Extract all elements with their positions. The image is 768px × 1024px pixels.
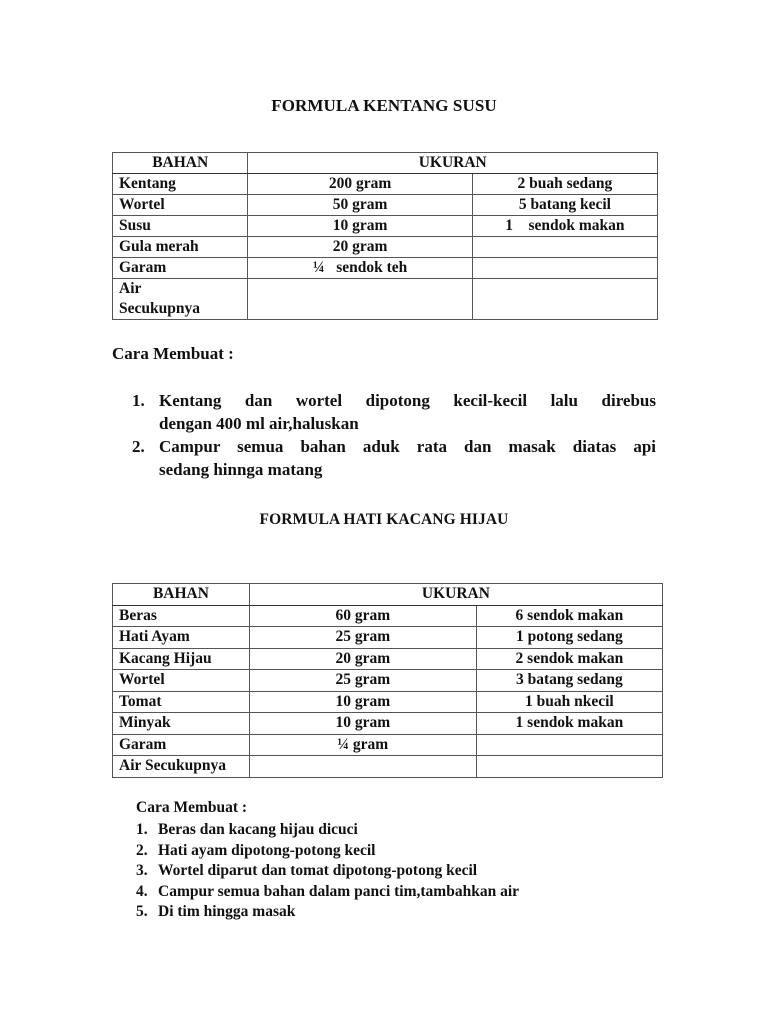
- list-item: [136, 902, 519, 923]
- cell-takaran: [472, 237, 657, 258]
- cell-takaran: [476, 734, 662, 756]
- formula2-ingredients-table: [112, 583, 663, 778]
- list-item: [136, 841, 519, 862]
- header-bahan: BAHAN: [113, 584, 250, 606]
- cell-gram: 25 gram: [249, 627, 476, 649]
- step-number: 1.: [132, 391, 145, 410]
- cell-bahan: Beras: [113, 605, 250, 627]
- list-item: [132, 435, 656, 481]
- cell-bahan: Garam: [113, 734, 250, 756]
- step-number: 5.: [136, 903, 148, 921]
- list-item: [132, 389, 656, 435]
- cell-takaran: 1 buah nkecil: [476, 691, 662, 713]
- table-row: [113, 279, 658, 320]
- header-ukuran: UKURAN: [249, 584, 662, 606]
- formula2-cara-membuat-label: Cara Membuat :: [136, 799, 248, 816]
- cell-gram: 20 gram: [248, 237, 472, 258]
- cell-gram: [248, 279, 472, 320]
- formula2-steps: [136, 820, 519, 923]
- cell-gram: 200 gram: [248, 174, 472, 195]
- formula1-ingredients-table: [112, 152, 658, 320]
- cell-gram: 25 gram: [249, 670, 476, 692]
- table-row: [113, 195, 658, 216]
- cell-takaran: 1 potong sedang: [476, 627, 662, 649]
- table-row: [113, 691, 663, 713]
- header-bahan: BAHAN: [113, 153, 248, 174]
- cell-takaran: 1 sendok makan: [472, 216, 657, 237]
- cell-bahan: [113, 279, 248, 320]
- step-text: Di tim hingga masak: [158, 903, 296, 921]
- cell-bahan: Minyak: [113, 713, 250, 735]
- step-text: Beras dan kacang hijau dicuci: [158, 821, 358, 838]
- cell-gram: 10 gram: [248, 216, 472, 237]
- table-row: [113, 216, 658, 237]
- step-line1: Kentang dan wortel dipotong kecil-kecil lalu direbus: [159, 391, 656, 410]
- cell-bahan: Garam: [113, 258, 248, 279]
- cell-takaran: 2 buah sedang: [472, 174, 657, 195]
- list-item: [136, 820, 519, 841]
- cell-gram: ¼ gram: [249, 734, 476, 756]
- step-text: Hati ayam dipotong-potong kecil: [158, 841, 376, 859]
- cell-bahan: Susu: [113, 216, 248, 237]
- cell-bahan: Wortel: [113, 195, 248, 216]
- table-row: [113, 174, 658, 195]
- cell-gram: 10 gram: [249, 713, 476, 735]
- formula1-steps: [132, 389, 656, 481]
- table-row: [113, 627, 663, 649]
- cell-bahan: Hati Ayam: [113, 627, 250, 649]
- cell-gram: 20 gram: [249, 648, 476, 670]
- formula1-cara-membuat-label: Cara Membuat :: [112, 344, 234, 363]
- step-number: 1.: [136, 821, 148, 838]
- formula2-title: FORMULA HATI KACANG HIJAU: [259, 511, 509, 528]
- cell-gram: ¼ sendok teh: [248, 258, 472, 279]
- step-number: 2.: [132, 437, 145, 456]
- cell-bahan: Tomat: [113, 691, 250, 713]
- cell-takaran: 6 sendok makan: [476, 605, 662, 627]
- cell-bahan: Kentang: [113, 174, 248, 195]
- step-number: 2.: [136, 841, 148, 859]
- step-line1: Campur semua bahan aduk rata dan masak diatas api: [159, 437, 656, 456]
- cell-takaran: 3 batang sedang: [476, 670, 662, 692]
- cell-bahan: Air Secukupnya: [113, 756, 250, 778]
- step-line2: dengan 400 ml air,haluskan: [159, 414, 359, 433]
- cell-takaran: 2 sendok makan: [476, 648, 662, 670]
- header-ukuran: UKURAN: [248, 153, 658, 174]
- table-row: [113, 670, 663, 692]
- table-row: [113, 648, 663, 670]
- list-item: [136, 882, 519, 903]
- table-row: [113, 756, 663, 778]
- table-row: [113, 258, 658, 279]
- step-line2: sedang hinnga matang: [159, 460, 323, 479]
- cell-bahan: Wortel: [113, 670, 250, 692]
- table-header-row: [113, 584, 663, 606]
- cell-takaran: [476, 756, 662, 778]
- step-text: Wortel diparut dan tomat dipotong-potong kecil: [158, 862, 478, 880]
- table-row: [113, 734, 663, 756]
- cell-gram: 10 gram: [249, 691, 476, 713]
- cell-bahan: Gula merah: [113, 237, 248, 258]
- cell-gram: 50 gram: [248, 195, 472, 216]
- cell-bahan-line2: Secukupnya: [119, 300, 200, 317]
- cell-gram: 60 gram: [249, 605, 476, 627]
- step-number: 4.: [136, 882, 148, 900]
- table-row: [113, 713, 663, 735]
- cell-takaran: [472, 279, 657, 320]
- list-item: [136, 861, 519, 882]
- cell-takaran: [472, 258, 657, 279]
- step-number: 3.: [136, 862, 148, 880]
- table-row: [113, 237, 658, 258]
- table-row: [113, 605, 663, 627]
- step-text: Campur semua bahan dalam panci tim,tambahkan air: [158, 882, 520, 900]
- formula1-title: FORMULA KENTANG SUSU: [271, 96, 497, 115]
- cell-takaran: 1 sendok makan: [476, 713, 662, 735]
- cell-takaran: 5 batang kecil: [472, 195, 657, 216]
- cell-bahan: Kacang Hijau: [113, 648, 250, 670]
- cell-gram: [249, 756, 476, 778]
- cell-bahan-line1: Air: [119, 280, 142, 297]
- table-header-row: [113, 153, 658, 174]
